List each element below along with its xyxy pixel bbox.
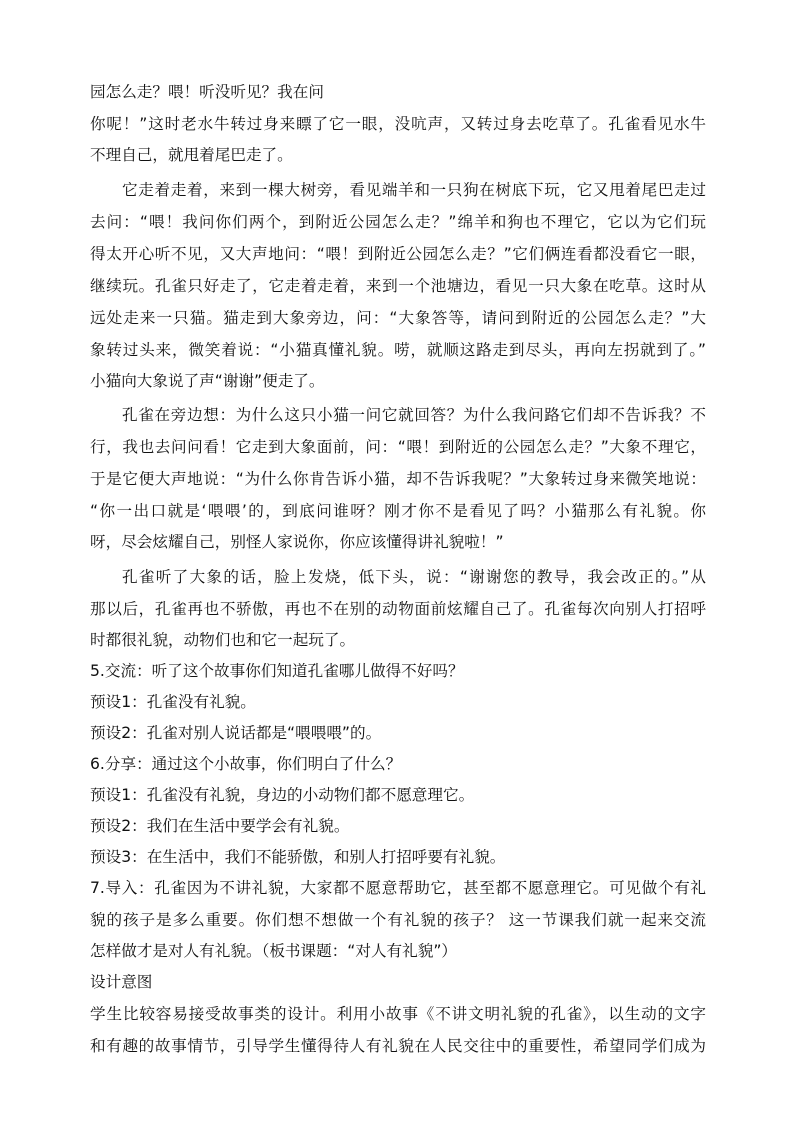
text-line: 行，我也去问问看！它走到大象面前，问：“喂！到附近的公园怎么走？”大象不理它， [90,438,706,456]
preset-answer: 预设1：孔雀没有礼貌，身边的小动物们都不愿意理它。 [90,786,475,804]
section-heading: 5.交流：听了这个故事你们知道孔雀哪儿做得不好吗？ [90,662,464,680]
paragraph-first-line: 孔雀听了大象的话，脸上发烧，低下头，说：“谢谢您的教导，我会改正的。”从 [122,568,706,586]
text-line: 那以后，孔雀再也不骄傲，再也不在别的动物面前炫耀自己了。孔雀每次向别人打招呼 [90,600,706,618]
text-line: 貌的孩子是多么重要。你们想不想做一个有礼貌的孩子？ 这一节课我们就一起来交流 [90,911,706,929]
section-heading: 6.分享：通过这个小故事，你们明白了什么？ [90,755,402,773]
paragraph-first-line: 它走着走着，来到一棵大树旁，看见端羊和一只狗在树底下玩，它又甩着尾巴走过 [122,181,706,199]
text-line: 远处走来一只猫。猫走到大象旁边，问：“大象答等，请问到附近的公园怎么走？”大 [90,309,706,327]
text-line: 园怎么走？喂！听没听见？我在问 [90,83,324,101]
paragraph-first-line: 孔雀在旁边想：为什么这只小猫一问它就回答？为什么我问路它们却不告诉我？不 [122,406,706,424]
text-line: 和有趣的故事情节，引导学生懂得待人有礼貌在人民交往中的重要性，希望同学们成为 [90,1037,706,1055]
section-heading: 7.导入：孔雀因为不讲礼貌，大家都不愿意帮助它，甚至都不愿意理它。可见做个有礼 [90,879,706,897]
preset-answer: 预设1：孔雀没有礼貌。 [90,693,256,711]
text-line: 小猫向大象说了声“谢谢”便走了。 [90,372,325,390]
preset-answer: 预设2：孔雀对别人说话都是“喂喂喂”的。 [90,724,382,742]
design-intent-heading: 设计意图 [90,973,153,991]
text-line: 时都很礼貌，动物们也和它一起玩了。 [90,631,356,649]
text-line: 呀，尽会炫耀自己，别怪人家说你，你应该懂得讲礼貌啦！” [90,533,504,551]
text-line: 怎样做才是对人有礼貌。（板书课题：“对人有礼貌”） [90,942,458,960]
preset-answer: 预设2：我们在生活中要学会有礼貌。 [90,817,350,835]
text-line: 学生比较容易接受故事类的设计。利用小故事《不讲文明礼貌的孔雀》，以生动的文字 [90,1005,706,1023]
text-line: “你一出口就是‘喂喂’的，到底问谁呀？刚才你不是看见了吗？小猫那么有礼貌。你 [90,502,706,520]
text-line: 于是它便大声地说：“为什么你肯告诉小猫，却不告诉我呢？”大象转过身来微笑地说： [90,470,706,488]
preset-answer: 预设3：在生活中，我们不能骄傲，和别人打招呼要有礼貌。 [90,848,506,866]
text-line: 去问：“喂！我问你们两个，到附近公园怎么走？”绵羊和狗也不理它，它以为它们玩 [90,213,706,231]
text-line: 你呢！”这时老水牛转过身来瞟了它一眼，没吭声，又转过身去吃草了。孔雀看见水牛 [90,115,706,133]
text-line: 不理自己，就甩着尾巴走了。 [90,146,293,164]
text-line: 继续玩。孔雀只好走了，它走着走着，来到一个池塘边，看见一只大象在吃草。这时从 [90,277,706,295]
text-line: 得太开心听不见，又大声地问：“喂！到附近公园怎么走？”它们俩连看都没看它一眼， [90,245,706,263]
text-line: 象转过头来，微笑着说：“小猫真懂礼貌。唠，就顺这路走到尽头，再向左拐就到了。” [90,341,706,359]
